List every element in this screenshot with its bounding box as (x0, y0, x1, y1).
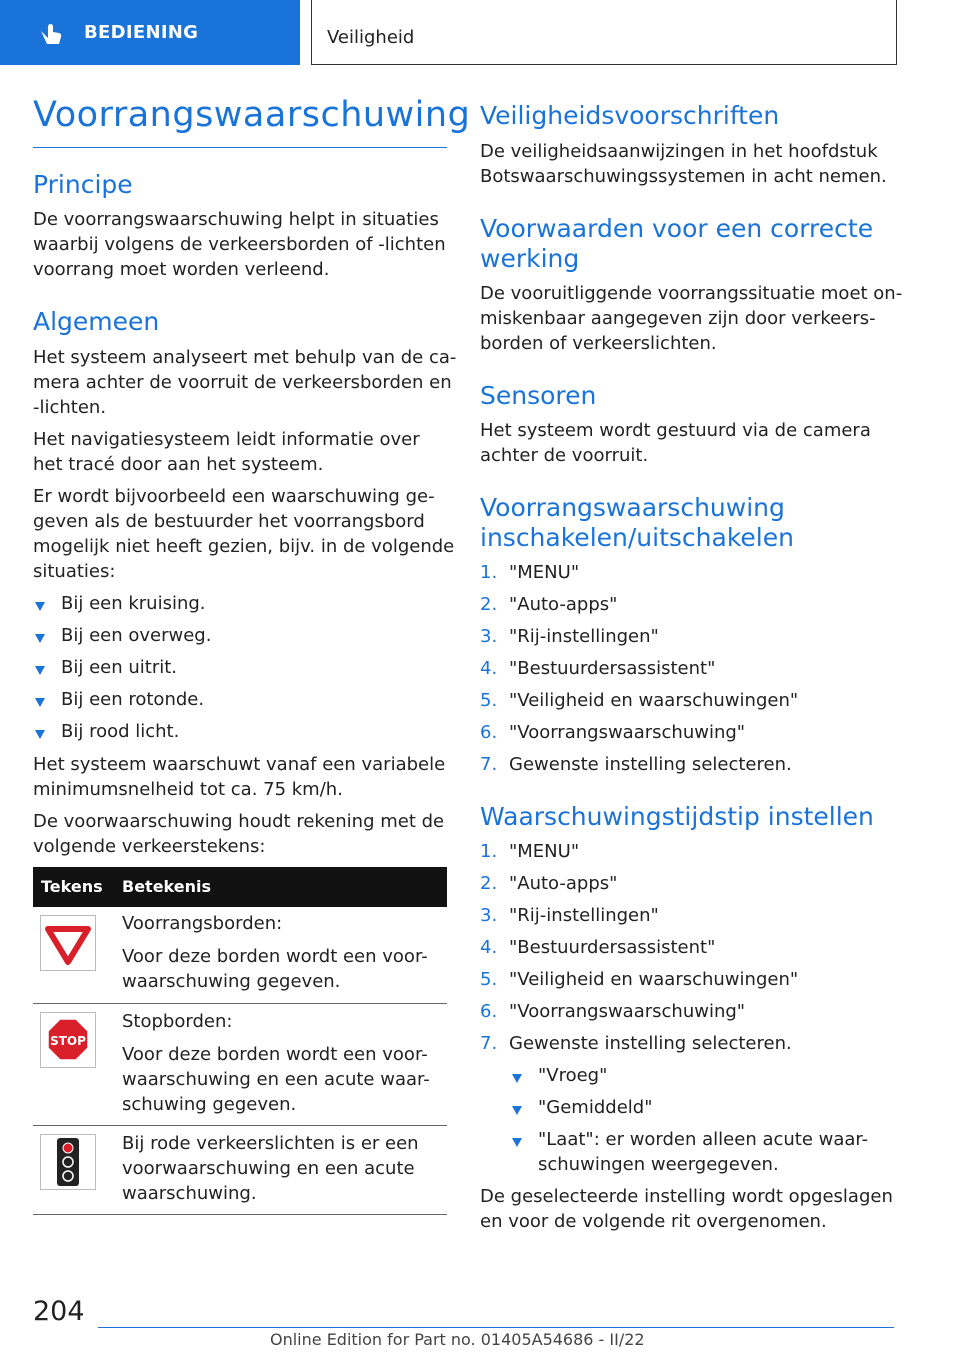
col-header-betekenis: Betekenis (122, 877, 212, 896)
bullet-icon (512, 1074, 522, 1083)
sensoren-text: Het systeem wordt gestuurd via de camera achter de voorruit. (480, 420, 871, 466)
table-divider (33, 1003, 447, 1004)
section-label: BEDIENING (84, 22, 199, 43)
chapter-label: Veiligheid (327, 27, 415, 48)
svg-text:STOP: STOP (50, 1034, 86, 1048)
list-item: "Rij-instellingen" (509, 905, 659, 926)
step-number: 5. (480, 969, 498, 990)
list-item: Gewenste instelling selecteren. (509, 1033, 792, 1054)
step-number: 7. (480, 754, 498, 775)
list-item: "Vroeg" (538, 1065, 608, 1086)
bullet-icon (35, 666, 45, 675)
principe-heading: Principe (33, 170, 133, 199)
voorwaarden-text: De vooruitliggende voorrangssituatie moet on- miskenbaar aangegeven zijn door verkeers- borden of verkeerslichten. (480, 283, 903, 354)
algemeen-text-3: Er wordt bijvoorbeeld een waarschuwing ge- geven als de bestuurder het voorrangsbord mogelijk niet heeft gezien, bijv. in de volgende situaties: (33, 486, 455, 582)
step-number: 7. (480, 1033, 498, 1054)
table-divider (33, 1125, 447, 1126)
step-number: 4. (480, 937, 498, 958)
bullet-icon (35, 602, 45, 611)
list-item: "Gemiddeld" (538, 1097, 653, 1118)
bullet-icon (35, 730, 45, 739)
footer-rule (98, 1327, 894, 1328)
section-tab (0, 0, 300, 65)
yield-sign-icon (40, 915, 96, 971)
list-item: "Voorrangswaarschuwing" (509, 722, 746, 743)
list-item: "Voorrangswaarschuwing" (509, 1001, 746, 1022)
bullet-icon (512, 1106, 522, 1115)
step-number: 1. (480, 841, 498, 862)
stop-sign-icon (40, 1012, 96, 1068)
list-item: Bij rood licht. (61, 721, 180, 742)
list-item: Bij een kruising. (61, 593, 206, 614)
list-item: "Rij-instellingen" (509, 626, 659, 647)
list-item: "MENU" (509, 841, 580, 862)
bullet-icon (512, 1138, 522, 1147)
list-item-continued: schuwingen weergegeven. (538, 1154, 779, 1175)
principe-text: De voorrangswaarschuwing helpt in situaties waarbij volgens de verkeersborden of -lichten voorrang moet worden verleend. (33, 209, 446, 280)
veiligheid-text: De veiligheidsaanwijzingen in het hoofdstuk Botswaarschuwingssystemen in acht nemen. (480, 141, 887, 187)
title-rule (33, 147, 447, 148)
list-item: "Auto-apps" (509, 594, 618, 615)
algemeen-heading: Algemeen (33, 307, 160, 336)
step-number: 4. (480, 658, 498, 679)
chapter-box (311, 0, 897, 65)
list-item: "Laat": er worden alleen acute waar- (538, 1129, 869, 1150)
step-number: 5. (480, 690, 498, 711)
table-divider (33, 1214, 447, 1215)
list-item: "Veiligheid en waarschuwingen" (509, 690, 799, 711)
list-item: "Veiligheid en waarschuwingen" (509, 969, 799, 990)
step-number: 1. (480, 562, 498, 583)
step-number: 3. (480, 626, 498, 647)
table-row-yield: Voorrangsborden: Voor deze borden wordt een voor- waarschuwing gegeven. (122, 913, 428, 992)
inschakelen-heading: Voorrangswaarschuwing inschakelen/uitschakelen (480, 493, 794, 552)
signs-intro-text: De voorwaarschuwing houdt rekening met de volgende verkeerstekens: (33, 811, 445, 857)
list-item: "Auto-apps" (509, 873, 618, 894)
table-row-light: Bij rode verkeerslichten is er een voorwaarschuwing en een acute waarschuwing. (122, 1133, 419, 1204)
table-header (33, 867, 447, 907)
tijdstip-heading: Waarschuwingstijdstip instellen (480, 802, 874, 831)
list-item: Bij een overweg. (61, 625, 212, 646)
step-number: 2. (480, 873, 498, 894)
step-number: 6. (480, 722, 498, 743)
list-item: Gewenste instelling selecteren. (509, 754, 792, 775)
final-text: De geselecteerde instelling wordt opgeslagen en voor de volgende rit overgenomen. (480, 1186, 893, 1232)
bullet-icon (35, 634, 45, 643)
page-title: Voorrangswaarschuwing (33, 95, 471, 135)
algemeen-text-1: Het systeem analyseert met behulp van de ca- mera achter de voorruit de verkeersborden en -lichten. (33, 347, 457, 418)
list-item: "Bestuurdersassistent" (509, 937, 716, 958)
voorwaarden-heading: Voorwaarden voor een correcte werking (480, 214, 874, 273)
sensoren-heading: Sensoren (480, 381, 597, 410)
algemeen-text-2: Het navigatiesysteem leidt informatie over het tracé door aan het systeem. (33, 429, 420, 475)
list-item: "Bestuurdersassistent" (509, 658, 716, 679)
traffic-light-icon (40, 1134, 96, 1190)
list-item: Bij een rotonde. (61, 689, 205, 710)
list-item: Bij een uitrit. (61, 657, 177, 678)
step-number: 6. (480, 1001, 498, 1022)
veiligheid-heading: Veiligheidsvoorschriften (480, 101, 780, 130)
list-item: "MENU" (509, 562, 580, 583)
edition-text: Online Edition for Part no. 01405A54686 - II/22 (270, 1330, 645, 1349)
bullet-icon (35, 698, 45, 707)
step-number: 2. (480, 594, 498, 615)
hand-pointer-icon (36, 18, 66, 48)
col-header-tekens: Tekens (41, 877, 103, 896)
step-number: 3. (480, 905, 498, 926)
speed-text: Het systeem waarschuwt vanaf een variabele minimumsnelheid tot ca. 75 km/h. (33, 754, 446, 800)
page-number: 204 (33, 1296, 85, 1327)
table-row-stop: Stopborden: Voor deze borden wordt een voor- waarschuwing en een acute waar- schuwing gegeven. (122, 1011, 430, 1115)
